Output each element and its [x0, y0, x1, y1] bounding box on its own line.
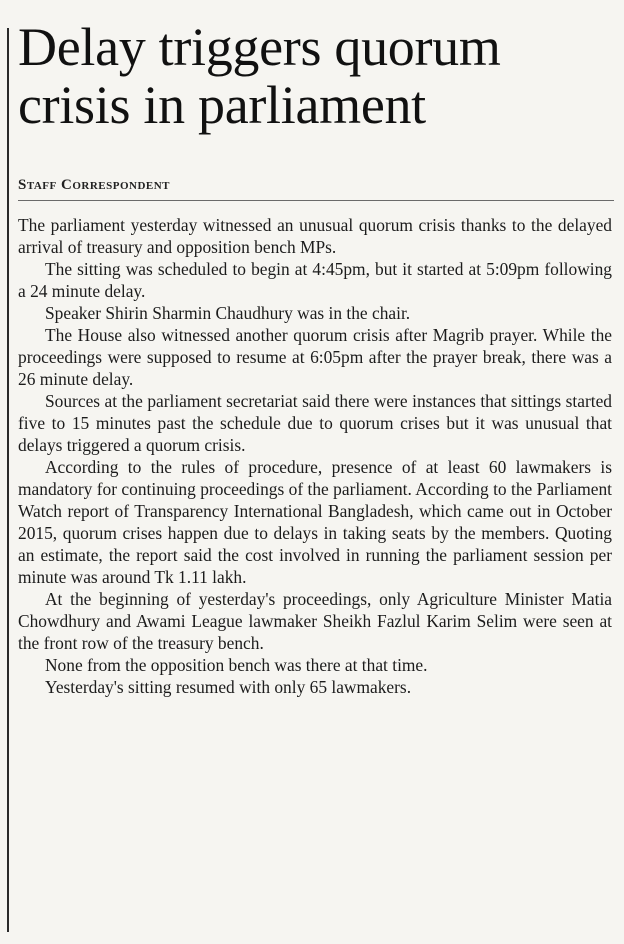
- article-body: [18, 214, 612, 698]
- body-paragraph: According to the rules of procedure, presence of at least 60 lawmakers is mandatory for continuing proceedings of the parliament. According to the Parliament Watch report of Transparency International Bangladesh, which came out in October 2015, quorum crises happen due to delays in taking seats by the members. Quoting an estimate, the report said the cost involved in running the parliament session per minute was around Tk 1.11 lakh.: [18, 457, 612, 587]
- body-paragraph: The House also witnessed another quorum crisis after Magrib prayer. While the proceedings were supposed to resume at 6:05pm after the prayer break, there was a 26 minute delay.: [18, 325, 612, 389]
- body-paragraph: None from the opposition bench was there at that time.: [45, 655, 428, 675]
- headline: Delay triggers quorum crisis in parliament: [18, 17, 501, 135]
- body-paragraph: The sitting was scheduled to begin at 4:45pm, but it started at 5:09pm following a 24 minute delay.: [18, 259, 612, 301]
- body-paragraph: Speaker Shirin Sharmin Chaudhury was in the chair.: [45, 303, 411, 323]
- column-rule: [7, 28, 9, 932]
- body-paragraph: At the beginning of yesterday's proceedings, only Agriculture Minister Matia Chowdhury and Awami League lawmaker Sheikh Fazlul Karim Selim were seen at the front row of the treasury bench.: [18, 589, 612, 653]
- body-paragraph: Yesterday's sitting resumed with only 65 lawmakers.: [45, 677, 412, 697]
- body-paragraph: Sources at the parliament secretariat said there were instances that sittings started five to 15 minutes past the schedule due to quorum crises but it was unusual that delays triggered a quorum crisis.: [18, 391, 612, 455]
- byline: Staff Correspondent: [18, 177, 614, 201]
- body-paragraph: The parliament yesterday witnessed an unusual quorum crisis thanks to the delayed arrival of treasury and opposition bench MPs.: [18, 215, 612, 257]
